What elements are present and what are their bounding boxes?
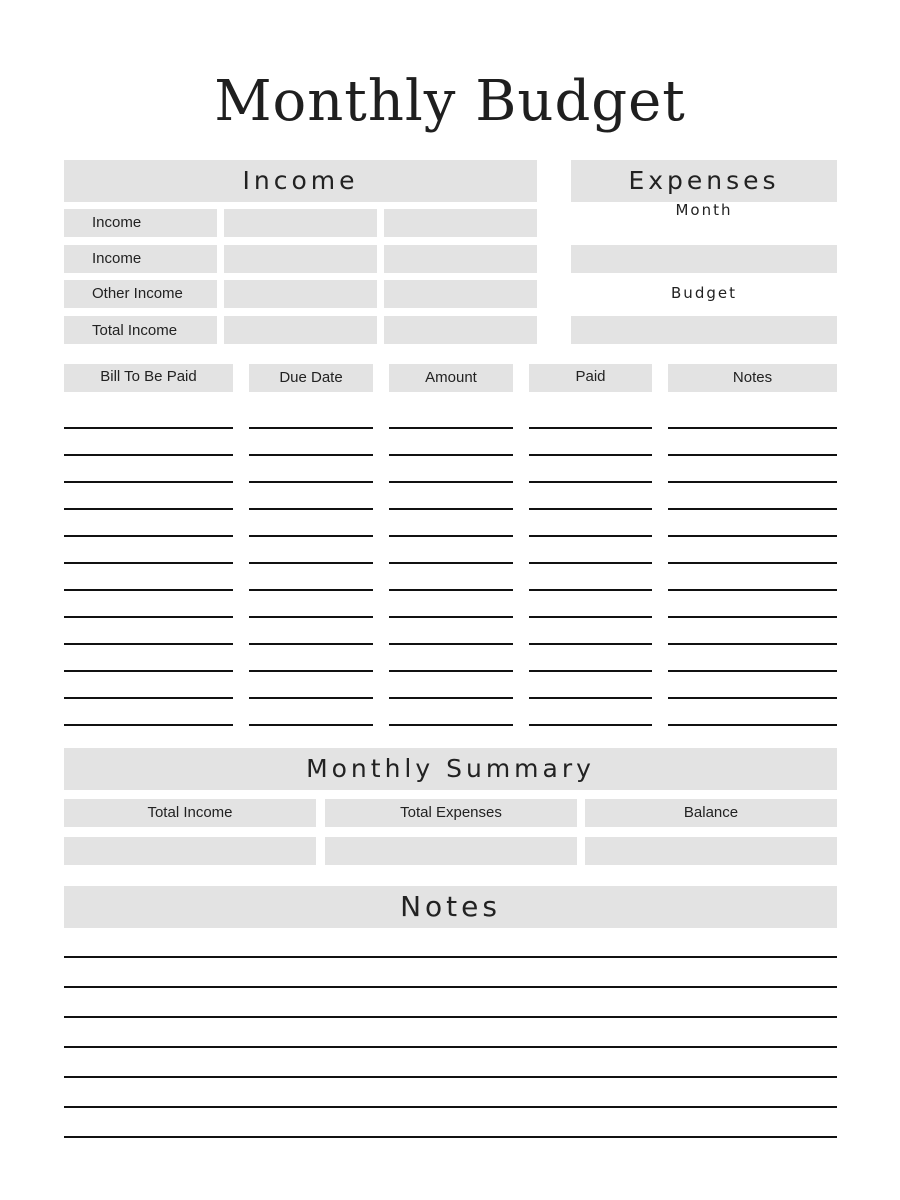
summary-total-expenses-field[interactable]: [325, 837, 577, 865]
bill-line-due-date[interactable]: [249, 697, 373, 699]
bill-line-bill[interactable]: [64, 724, 233, 726]
income-row-label-3: Other Income: [64, 280, 217, 308]
bill-line-amount[interactable]: [389, 616, 513, 618]
bill-line-bill[interactable]: [64, 697, 233, 699]
notes-line[interactable]: [64, 1136, 837, 1138]
bill-line-amount[interactable]: [389, 670, 513, 672]
bill-line-due-date[interactable]: [249, 562, 373, 564]
income-row-3-field-b[interactable]: [384, 280, 537, 308]
bill-line-paid[interactable]: [529, 454, 652, 456]
summary-col-total-expenses: Total Expenses: [325, 799, 577, 827]
bill-line-bill[interactable]: [64, 481, 233, 483]
bill-line-notes[interactable]: [668, 643, 837, 645]
income-row-4-field-a[interactable]: [224, 316, 377, 344]
bill-line-notes[interactable]: [668, 454, 837, 456]
bill-line-bill[interactable]: [64, 454, 233, 456]
bill-line-notes[interactable]: [668, 481, 837, 483]
expenses-month-field[interactable]: [571, 245, 837, 273]
bill-line-paid[interactable]: [529, 427, 652, 429]
bill-line-bill[interactable]: [64, 670, 233, 672]
bills-col-paid: Paid: [529, 364, 652, 392]
income-row-2-field-a[interactable]: [224, 245, 377, 273]
bill-line-amount[interactable]: [389, 454, 513, 456]
bill-line-amount[interactable]: [389, 535, 513, 537]
bills-col-amount: Amount: [389, 364, 513, 392]
bills-col-notes: Notes: [668, 364, 837, 392]
bill-line-bill[interactable]: [64, 535, 233, 537]
bill-line-notes[interactable]: [668, 589, 837, 591]
bill-line-amount[interactable]: [389, 508, 513, 510]
bill-line-bill[interactable]: [64, 616, 233, 618]
expenses-heading: Expenses: [571, 160, 837, 202]
bill-line-notes[interactable]: [668, 535, 837, 537]
income-row-label-1: Income: [64, 209, 217, 237]
bill-line-paid[interactable]: [529, 724, 652, 726]
bill-line-bill[interactable]: [64, 589, 233, 591]
bill-line-due-date[interactable]: [249, 589, 373, 591]
bill-line-due-date[interactable]: [249, 535, 373, 537]
bill-line-bill[interactable]: [64, 508, 233, 510]
summary-heading: Monthly Summary: [64, 748, 837, 790]
bill-line-due-date[interactable]: [249, 724, 373, 726]
bill-line-amount[interactable]: [389, 427, 513, 429]
bills-col-due-date: Due Date: [249, 364, 373, 392]
bill-line-amount[interactable]: [389, 562, 513, 564]
summary-balance-field[interactable]: [585, 837, 837, 865]
bill-line-due-date[interactable]: [249, 508, 373, 510]
notes-heading: Notes: [64, 886, 837, 928]
bill-line-amount[interactable]: [389, 697, 513, 699]
bill-line-due-date[interactable]: [249, 643, 373, 645]
bill-line-notes[interactable]: [668, 697, 837, 699]
bill-line-bill[interactable]: [64, 427, 233, 429]
income-row-2-field-b[interactable]: [384, 245, 537, 273]
bill-line-due-date[interactable]: [249, 427, 373, 429]
bill-line-due-date[interactable]: [249, 616, 373, 618]
bill-line-paid[interactable]: [529, 589, 652, 591]
bill-line-notes[interactable]: [668, 670, 837, 672]
income-row-3-field-a[interactable]: [224, 280, 377, 308]
summary-col-balance: Balance: [585, 799, 837, 827]
bill-line-notes[interactable]: [668, 724, 837, 726]
bill-line-notes[interactable]: [668, 616, 837, 618]
expenses-month-label: Month: [675, 201, 733, 219]
bill-line-notes[interactable]: [668, 508, 837, 510]
bill-line-due-date[interactable]: [249, 454, 373, 456]
bill-line-bill[interactable]: [64, 562, 233, 564]
income-row-1-field-a[interactable]: [224, 209, 377, 237]
income-row-1-field-b[interactable]: [384, 209, 537, 237]
expenses-budget-label: Budget: [671, 284, 737, 302]
bill-line-paid[interactable]: [529, 616, 652, 618]
notes-line[interactable]: [64, 986, 837, 988]
income-row-label-4: Total Income: [64, 316, 217, 344]
income-heading: Income: [64, 160, 537, 202]
bill-line-due-date[interactable]: [249, 481, 373, 483]
bill-line-paid[interactable]: [529, 562, 652, 564]
bill-line-paid[interactable]: [529, 643, 652, 645]
summary-col-total-income: Total Income: [64, 799, 316, 827]
notes-line[interactable]: [64, 956, 837, 958]
summary-total-income-field[interactable]: [64, 837, 316, 865]
notes-line[interactable]: [64, 1016, 837, 1018]
bill-line-paid[interactable]: [529, 508, 652, 510]
page-title: Monthly Budget: [214, 69, 686, 134]
bill-line-paid[interactable]: [529, 481, 652, 483]
income-row-4-field-b[interactable]: [384, 316, 537, 344]
bill-line-notes[interactable]: [668, 562, 837, 564]
bill-line-notes[interactable]: [668, 427, 837, 429]
bill-line-bill[interactable]: [64, 643, 233, 645]
bill-line-amount[interactable]: [389, 589, 513, 591]
bill-line-amount[interactable]: [389, 724, 513, 726]
bill-line-paid[interactable]: [529, 535, 652, 537]
income-row-label-2: Income: [64, 245, 217, 273]
notes-line[interactable]: [64, 1076, 837, 1078]
expenses-budget-field[interactable]: [571, 316, 837, 344]
notes-line[interactable]: [64, 1106, 837, 1108]
bills-col-bill: Bill To Be Paid: [64, 364, 233, 392]
bill-line-due-date[interactable]: [249, 670, 373, 672]
bill-line-amount[interactable]: [389, 481, 513, 483]
bill-line-paid[interactable]: [529, 670, 652, 672]
bill-line-paid[interactable]: [529, 697, 652, 699]
notes-line[interactable]: [64, 1046, 837, 1048]
bill-line-amount[interactable]: [389, 643, 513, 645]
